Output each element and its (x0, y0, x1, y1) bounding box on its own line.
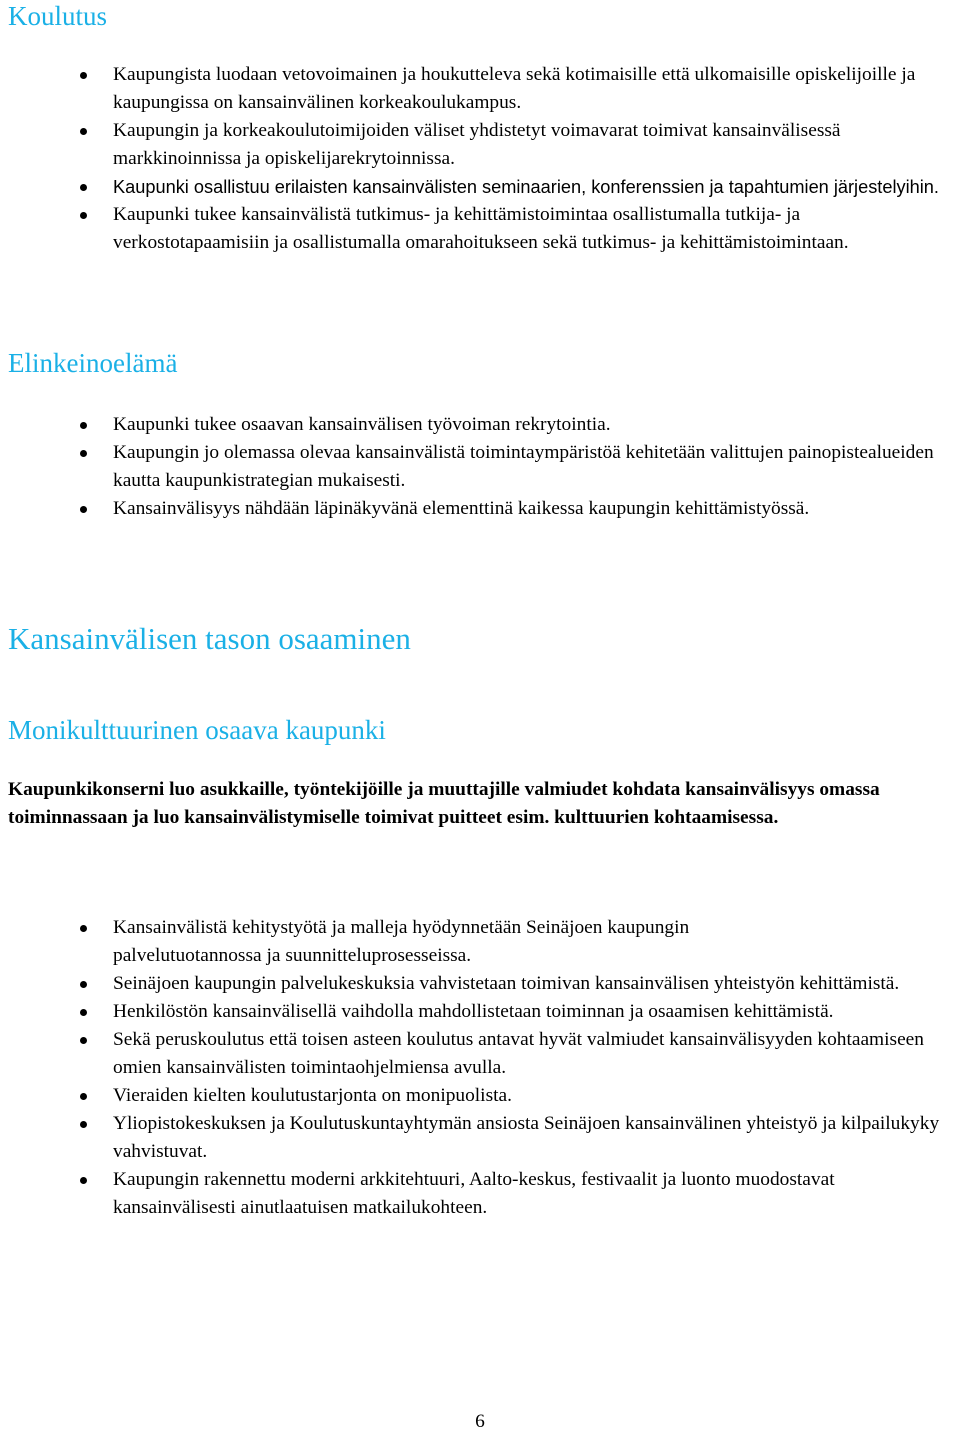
list-item (0, 970, 952, 998)
bullet-icon (80, 450, 87, 457)
list-item-text: Yliopistokeskuksen ja Koulutuskuntayhtymän ansiosta Seinäjoen kansainvälinen yhteistyö ja kilpailukyky vahvistuvat. (113, 1113, 940, 1162)
list-item-text: Kaupungin ja korkeakoulutoimijoiden väliset yhdistetyt voimavarat toimivat kansainvälisessä markkinoinnissa ja opiskelijarekrytoinnissa. (113, 120, 841, 169)
list-item-text: Kaupunki osallistuu erilaisten kansainvälisten seminaarien, konferenssien ja tapahtumien järjestelyihin. (113, 177, 939, 197)
list-item-text: Vieraiden kielten koulutustarjonta on monipuolista. (113, 1085, 512, 1106)
list-item-text: Henkilöstön kansainvälisellä vaihdolla mahdollistetaan toiminnan ja osaamisen kehittämistä. (113, 1001, 834, 1022)
list-item-text: Kaupunki tukee osaavan kansainvälisen työvoiman rekrytointia. (113, 414, 611, 435)
list-item-text: Kansainvälisyys nähdään läpinäkyvänä elementtinä kaikessa kaupungin kehittämistyössä. (113, 498, 810, 519)
list-item (0, 1110, 952, 1166)
bullet-icon (80, 212, 87, 219)
bullet-list-koulutus (0, 61, 952, 257)
bullet-icon (80, 1009, 87, 1016)
bullet-icon (80, 1037, 87, 1044)
section-heading-elinkeinoelama: Elinkeinoelämä (8, 348, 178, 378)
section-intro-paragraph: Kaupunkikonserni luo asukkaille, työntekijöille ja muuttajille valmiudet kohdata kansainvälisyys omassa toiminnassaan ja luo kansainvälistymiselle toimivat puitteet esim. kulttuurien kohtaamisessa. (8, 779, 880, 828)
list-item-text: Kaupungin jo olemassa olevaa kansainvälistä toimintaympäristöä kehitetään valittujen painopistealueiden kautta kaupunkistrategian mukaisesti. (113, 442, 934, 491)
bullet-icon (80, 925, 87, 932)
bullet-icon (80, 981, 87, 988)
list-item (0, 1082, 952, 1110)
bullet-icon (80, 1121, 87, 1128)
list-item (0, 914, 952, 970)
list-item (0, 439, 952, 495)
list-item (0, 117, 952, 173)
bullet-icon (80, 128, 87, 135)
bullet-icon (80, 506, 87, 513)
list-item-text: Seinäjoen kaupungin palvelukeskuksia vahvistetaan toimivan kansainvälisen yhteistyön kehittämistä. (113, 973, 900, 994)
list-item (0, 1166, 952, 1222)
bullet-icon (80, 422, 87, 429)
section-heading-osaaminen: Kansainvälisen tason osaaminen (8, 621, 411, 656)
bullet-icon (80, 184, 87, 191)
bullet-list-elinkeinoelama (0, 411, 952, 523)
list-item (0, 495, 952, 523)
list-item-text: Kaupunki tukee kansainvälistä tutkimus- ja kehittämistoimintaa osallistumalla tutkija- ja verkostotapaamisiin ja osallistumalla omarahoitukseen sekä tutkimus- ja kehittämistoimintaan. (113, 204, 849, 253)
list-item-text: Sekä peruskoulutus että toisen asteen koulutus antavat hyvät valmiudet kansainvälisyyden kohtaamiseen omien kansainvälisten toimintaohjelmiensa avulla. (113, 1029, 924, 1078)
list-item-text: Kaupungin rakennettu moderni arkkitehtuuri, Aalto-keskus, festivaalit ja luonto muodostavat kansainvälisesti ainutlaatuisen matkailukohteen. (113, 1169, 835, 1218)
page-number: 6 (475, 1411, 485, 1432)
bullet-icon (80, 1093, 87, 1100)
list-item (0, 61, 952, 117)
bullet-icon (80, 72, 87, 79)
list-item-text: Kansainvälistä kehitystyötä ja malleja hyödynnetään Seinäjoen kaupungin palvelutuotannossa ja suunnitteluprosesseissa. (113, 917, 690, 966)
list-item (0, 173, 952, 201)
list-item-text: Kaupungista luodaan vetovoimainen ja houkutteleva sekä kotimaisille että ulkomaisille opiskelijoille ja kaupungissa on kansainvälinen korkeakoulukampus. (113, 64, 916, 113)
list-item (0, 998, 952, 1026)
list-item (0, 201, 952, 257)
section-heading-koulutus: Koulutus (8, 1, 108, 31)
list-item (0, 1026, 952, 1082)
section-heading-monikulttuurinen: Monikulttuurinen osaava kaupunki (8, 715, 386, 745)
bullet-icon (80, 1177, 87, 1184)
bullet-list-monikulttuurinen (0, 914, 952, 1222)
list-item (0, 411, 952, 439)
